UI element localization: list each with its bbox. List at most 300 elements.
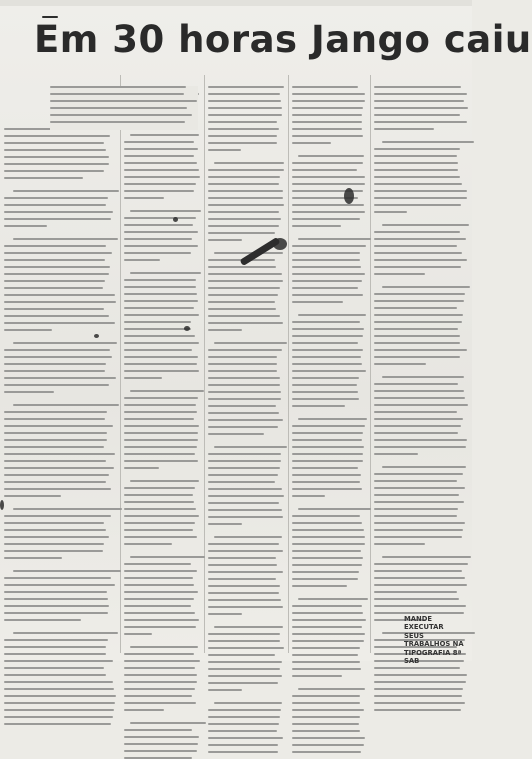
top-margin xyxy=(0,0,472,6)
text-line xyxy=(292,481,360,483)
text-line xyxy=(4,495,61,497)
text-line xyxy=(298,418,368,420)
text-line xyxy=(124,279,196,281)
text-line xyxy=(4,377,116,379)
text-line xyxy=(292,86,358,88)
ink-smudge xyxy=(0,500,4,510)
text-line xyxy=(208,709,281,711)
text-line xyxy=(292,453,363,455)
text-line xyxy=(4,287,103,289)
text-line xyxy=(292,557,363,559)
text-line xyxy=(124,702,196,704)
text-line xyxy=(292,121,362,123)
text-line xyxy=(208,322,283,324)
text-line xyxy=(374,204,461,206)
text-line xyxy=(124,515,199,517)
text-line xyxy=(124,404,196,406)
text-line xyxy=(292,529,364,531)
text-line xyxy=(208,585,280,587)
column-4-text xyxy=(292,86,366,653)
text-line xyxy=(124,342,199,344)
text-line xyxy=(374,598,459,600)
text-line xyxy=(374,605,466,607)
text-line xyxy=(374,107,468,109)
text-line xyxy=(374,397,465,399)
text-line xyxy=(292,398,359,400)
text-line xyxy=(124,197,164,199)
text-line xyxy=(292,266,361,268)
text-line xyxy=(4,577,111,579)
text-line xyxy=(374,439,467,441)
text-line xyxy=(124,653,194,655)
text-line xyxy=(4,439,107,441)
text-line xyxy=(4,356,112,358)
text-line xyxy=(292,356,361,358)
text-line xyxy=(124,370,199,372)
text-line xyxy=(4,370,105,372)
text-line xyxy=(292,162,363,164)
text-line xyxy=(292,515,360,517)
text-line xyxy=(4,135,110,137)
text-line xyxy=(292,405,345,407)
text-line xyxy=(208,661,282,663)
text-line xyxy=(130,210,201,212)
text-line xyxy=(292,342,358,344)
text-line xyxy=(4,446,104,448)
text-line xyxy=(50,107,187,109)
text-line xyxy=(292,176,365,178)
text-line xyxy=(374,328,458,330)
text-line xyxy=(292,605,362,607)
text-line xyxy=(374,688,463,690)
text-line xyxy=(4,598,108,600)
text-line xyxy=(292,647,360,649)
text-line xyxy=(4,674,106,676)
text-line xyxy=(124,709,164,711)
text-line xyxy=(4,453,115,455)
text-line xyxy=(292,370,366,372)
text-line xyxy=(292,730,360,732)
text-line xyxy=(208,239,242,241)
text-line xyxy=(208,571,283,573)
text-line xyxy=(374,162,458,164)
text-line xyxy=(124,695,192,697)
text-line xyxy=(374,473,463,475)
text-line xyxy=(374,155,457,157)
text-line xyxy=(50,100,197,102)
text-line xyxy=(4,149,106,151)
text-line xyxy=(208,675,282,677)
text-line xyxy=(208,654,275,656)
text-line xyxy=(13,508,122,510)
text-line xyxy=(208,232,275,234)
ad-line-1: MANDE EXECUTAR xyxy=(404,615,444,632)
text-line xyxy=(208,488,282,490)
text-line xyxy=(208,266,276,268)
text-line xyxy=(4,156,109,158)
text-line xyxy=(292,335,363,337)
text-line xyxy=(4,702,115,704)
text-line xyxy=(292,716,360,718)
text-line xyxy=(124,141,194,143)
text-line xyxy=(374,674,467,676)
text-line xyxy=(374,383,458,385)
text-line xyxy=(4,363,106,365)
text-line xyxy=(208,502,279,504)
text-line xyxy=(208,169,284,171)
text-line xyxy=(208,308,276,310)
text-line xyxy=(292,328,364,330)
text-line xyxy=(292,737,365,739)
text-line xyxy=(124,494,193,496)
text-line xyxy=(130,722,206,724)
text-line xyxy=(374,148,460,150)
text-line xyxy=(124,536,197,538)
text-line xyxy=(382,224,469,226)
text-line xyxy=(4,177,83,179)
text-line xyxy=(298,314,366,316)
text-line xyxy=(4,170,104,172)
text-line xyxy=(4,225,47,227)
text-line xyxy=(13,632,118,634)
text-line xyxy=(124,432,198,434)
text-line xyxy=(208,412,279,414)
text-line xyxy=(124,570,197,572)
text-line xyxy=(4,695,116,697)
text-line xyxy=(208,723,279,725)
text-line xyxy=(4,653,106,655)
text-line xyxy=(124,626,196,628)
ink-smudge xyxy=(184,326,190,331)
text-line xyxy=(292,128,362,130)
text-line xyxy=(292,218,360,220)
text-line xyxy=(208,114,282,116)
text-line xyxy=(374,529,463,531)
text-line xyxy=(208,384,280,386)
text-line xyxy=(4,723,111,725)
text-line xyxy=(124,619,199,621)
text-line xyxy=(4,474,109,476)
text-line xyxy=(374,356,460,358)
text-line xyxy=(292,114,362,116)
text-line xyxy=(208,183,279,185)
text-line xyxy=(13,404,119,406)
text-line xyxy=(4,218,111,220)
text-line xyxy=(4,432,107,434)
text-line xyxy=(124,293,197,295)
text-line xyxy=(208,176,280,178)
text-line xyxy=(208,647,284,649)
text-line xyxy=(208,349,282,351)
text-line xyxy=(208,204,284,206)
text-line xyxy=(208,197,283,199)
text-line xyxy=(124,736,199,738)
text-line xyxy=(208,363,277,365)
text-line xyxy=(4,329,52,331)
text-line xyxy=(208,730,277,732)
text-line xyxy=(124,750,197,752)
text-line xyxy=(292,439,362,441)
text-line xyxy=(292,391,358,393)
text-line xyxy=(208,356,277,358)
text-line xyxy=(374,190,467,192)
text-line xyxy=(292,522,362,524)
text-line xyxy=(4,467,114,469)
text-line xyxy=(208,460,281,462)
text-line xyxy=(208,419,283,421)
text-line xyxy=(4,301,116,303)
text-line xyxy=(4,522,104,524)
text-line xyxy=(124,598,194,600)
text-line xyxy=(292,225,341,227)
text-line xyxy=(208,142,277,144)
text-line xyxy=(374,681,466,683)
text-line xyxy=(124,148,198,150)
text-line xyxy=(374,418,463,420)
text-line xyxy=(208,509,282,511)
text-line xyxy=(4,418,105,420)
text-line xyxy=(4,315,109,317)
text-line xyxy=(208,495,284,497)
text-line xyxy=(292,100,365,102)
text-line xyxy=(208,280,283,282)
text-line xyxy=(124,314,199,316)
text-line xyxy=(4,488,111,490)
ink-smudge xyxy=(344,188,354,204)
text-line xyxy=(4,142,104,144)
text-line xyxy=(130,556,205,558)
text-line xyxy=(50,114,192,116)
column-separator xyxy=(120,75,121,653)
text-line xyxy=(208,564,277,566)
ink-smudge xyxy=(94,334,99,338)
text-line xyxy=(4,425,113,427)
text-line xyxy=(130,646,198,648)
text-line xyxy=(4,639,108,641)
text-line xyxy=(13,570,121,572)
text-line xyxy=(292,446,364,448)
ink-smudge xyxy=(273,238,287,250)
text-line xyxy=(374,238,466,240)
text-line xyxy=(208,100,281,102)
text-line xyxy=(374,128,434,130)
text-line xyxy=(374,543,425,545)
text-line xyxy=(292,661,360,663)
text-line xyxy=(4,245,106,247)
text-line xyxy=(4,619,81,621)
text-line xyxy=(124,508,196,510)
text-line xyxy=(292,204,364,206)
text-line xyxy=(292,550,361,552)
text-line xyxy=(292,273,365,275)
text-line xyxy=(374,536,462,538)
text-line xyxy=(13,190,119,192)
text-line xyxy=(4,322,115,324)
text-line xyxy=(4,584,115,586)
text-line xyxy=(124,577,193,579)
text-line xyxy=(292,321,360,323)
text-line xyxy=(208,370,277,372)
text-line xyxy=(4,266,110,268)
column-separator xyxy=(370,75,371,653)
text-line xyxy=(124,584,194,586)
text-line xyxy=(130,272,201,274)
text-line xyxy=(4,308,104,310)
text-line xyxy=(374,342,460,344)
text-line xyxy=(374,695,462,697)
text-line xyxy=(292,349,363,351)
text-line xyxy=(124,743,198,745)
text-line xyxy=(208,550,283,552)
text-line xyxy=(208,391,281,393)
text-line xyxy=(208,86,284,88)
text-line xyxy=(4,515,111,517)
text-line xyxy=(292,280,362,282)
text-line xyxy=(208,523,242,525)
text-line xyxy=(374,231,460,233)
text-line xyxy=(292,425,365,427)
text-line xyxy=(208,599,281,601)
text-line xyxy=(4,612,108,614)
text-line xyxy=(292,709,364,711)
text-line xyxy=(374,114,460,116)
text-line xyxy=(374,501,464,503)
text-line xyxy=(208,93,280,95)
text-line xyxy=(382,376,465,378)
text-line xyxy=(13,342,117,344)
text-line xyxy=(208,273,282,275)
text-line xyxy=(208,107,282,109)
ink-smudge xyxy=(173,217,178,222)
text-line xyxy=(292,675,342,677)
column-5-text xyxy=(374,86,468,609)
text-line xyxy=(292,695,360,697)
text-line xyxy=(124,245,198,247)
text-line xyxy=(292,702,360,704)
text-line xyxy=(292,93,365,95)
text-line xyxy=(374,183,462,185)
text-line xyxy=(292,301,343,303)
text-line xyxy=(124,563,191,565)
text-line xyxy=(208,149,241,151)
text-line xyxy=(208,121,277,123)
text-line xyxy=(374,390,464,392)
column-separator xyxy=(288,75,289,653)
text-line xyxy=(208,453,281,455)
text-line xyxy=(208,737,283,739)
text-line xyxy=(124,397,198,399)
text-line xyxy=(4,709,114,711)
text-line xyxy=(374,363,426,365)
text-line xyxy=(208,301,275,303)
text-line xyxy=(374,86,461,88)
text-line xyxy=(208,606,283,608)
text-line xyxy=(124,238,192,240)
text-line xyxy=(130,390,204,392)
text-line xyxy=(292,460,363,462)
text-line xyxy=(208,557,276,559)
text-line xyxy=(292,287,358,289)
text-line xyxy=(374,432,458,434)
text-line xyxy=(292,626,362,628)
column-3-text xyxy=(208,86,284,653)
text-line xyxy=(292,211,365,213)
text-line xyxy=(124,605,191,607)
text-line xyxy=(292,619,366,621)
text-line xyxy=(292,744,364,746)
text-line xyxy=(124,224,193,226)
text-line xyxy=(124,252,191,254)
text-line xyxy=(4,391,54,393)
text-line xyxy=(374,93,467,95)
text-line xyxy=(214,162,284,164)
text-line xyxy=(292,751,361,753)
text-line xyxy=(4,667,104,669)
text-line xyxy=(208,329,242,331)
text-line xyxy=(374,515,457,517)
text-line xyxy=(208,128,279,130)
text-line xyxy=(374,252,462,254)
text-line xyxy=(208,744,278,746)
text-line xyxy=(374,702,465,704)
text-line xyxy=(298,155,364,157)
text-line xyxy=(4,460,106,462)
text-line xyxy=(4,211,113,213)
text-line xyxy=(382,141,474,143)
text-line xyxy=(124,681,197,683)
text-line xyxy=(374,307,457,309)
text-line xyxy=(374,273,425,275)
text-line xyxy=(374,563,468,565)
text-line xyxy=(374,577,465,579)
text-line xyxy=(292,668,361,670)
text-line xyxy=(4,660,113,662)
text-line xyxy=(374,411,457,413)
text-line xyxy=(4,481,106,483)
text-line xyxy=(4,384,109,386)
text-line xyxy=(292,536,365,538)
text-line xyxy=(208,433,264,435)
text-line xyxy=(374,584,467,586)
text-line xyxy=(208,640,280,642)
text-line xyxy=(208,426,278,428)
text-line xyxy=(292,474,361,476)
text-line xyxy=(374,169,458,171)
text-line xyxy=(292,612,363,614)
text-line xyxy=(4,197,108,199)
advertisement xyxy=(404,615,470,665)
text-line xyxy=(374,709,461,711)
text-line xyxy=(292,723,359,725)
text-line xyxy=(208,481,275,483)
text-line xyxy=(124,363,197,365)
text-line xyxy=(374,176,460,178)
text-line xyxy=(374,591,457,593)
text-line xyxy=(292,259,360,261)
column-separator xyxy=(204,75,205,653)
text-line xyxy=(124,259,160,261)
text-line xyxy=(292,135,363,137)
text-line xyxy=(292,564,362,566)
text-line xyxy=(208,218,281,220)
text-line xyxy=(124,162,197,164)
text-line xyxy=(4,681,113,683)
text-line xyxy=(292,578,358,580)
text-line xyxy=(124,190,194,192)
text-line xyxy=(4,349,110,351)
text-line xyxy=(124,349,192,351)
text-line xyxy=(292,543,365,545)
